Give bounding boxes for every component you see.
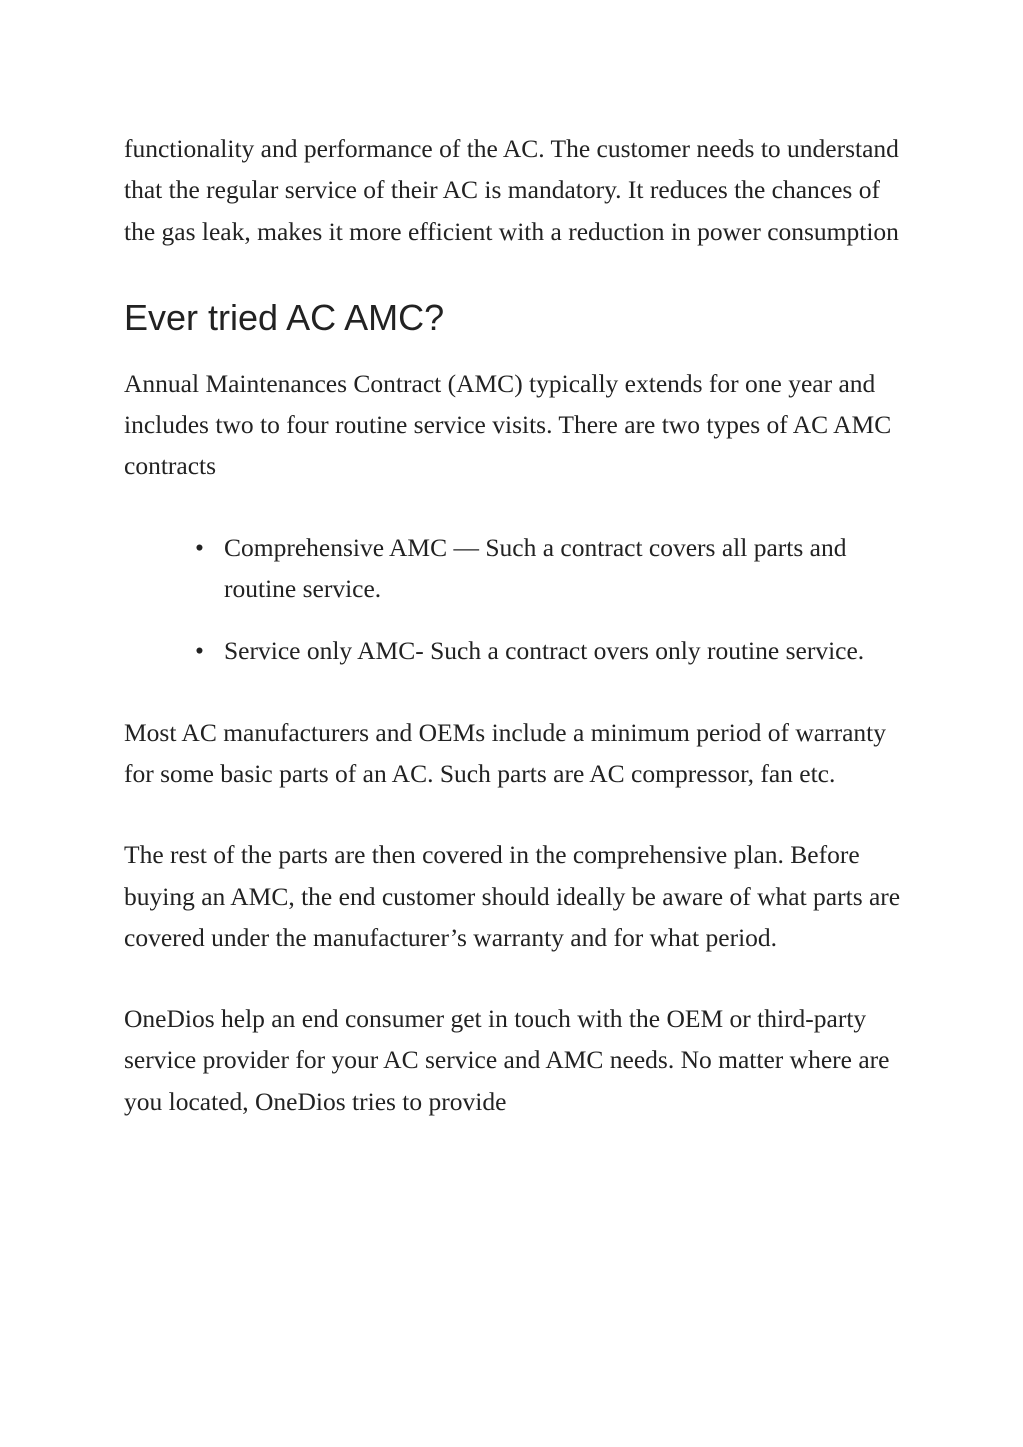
list-item-text: Service only AMC- Such a contract overs only routine service. (224, 636, 865, 666)
rest-of-parts-paragraph: The rest of the parts are then covered in the comprehensive plan. Before buying an AMC, the end customer should ideally be aware of what parts are covered under the manufacturer’s warranty and for what period. (124, 840, 901, 952)
intro-paragraph: functionality and performance of the AC. The customer needs to understand that the regular service of their AC is mandatory. It reduces the chances of the gas leak, makes it more efficient with a reduction in power consumption (124, 134, 899, 246)
section-heading: Ever tried AC AMC? (124, 296, 445, 338)
bullet-icon: • (195, 532, 204, 562)
amc-paragraph: Annual Maintenances Contract (AMC) typically extends for one year and includes two to four routine service visits. There are two types of AC AMC contracts (124, 368, 892, 481)
list-item (195, 527, 904, 610)
bullet-icon: • (195, 636, 204, 666)
document-page (124, 128, 914, 1122)
list-item (195, 630, 904, 671)
amc-types-list (124, 527, 914, 672)
list-item-text: Comprehensive AMC — Such a contract covers all parts and routine service. (224, 532, 847, 604)
warranty-paragraph: Most AC manufacturers and OEMs include a minimum period of warranty for some basic parts of an AC. Such parts are AC compressor, fan etc. (124, 717, 886, 788)
onedios-paragraph: OneDios help an end consumer get in touch with the OEM or third-party service provider for your AC service and AMC needs. No matter where are you located, OneDios tries to provide (124, 1004, 890, 1116)
